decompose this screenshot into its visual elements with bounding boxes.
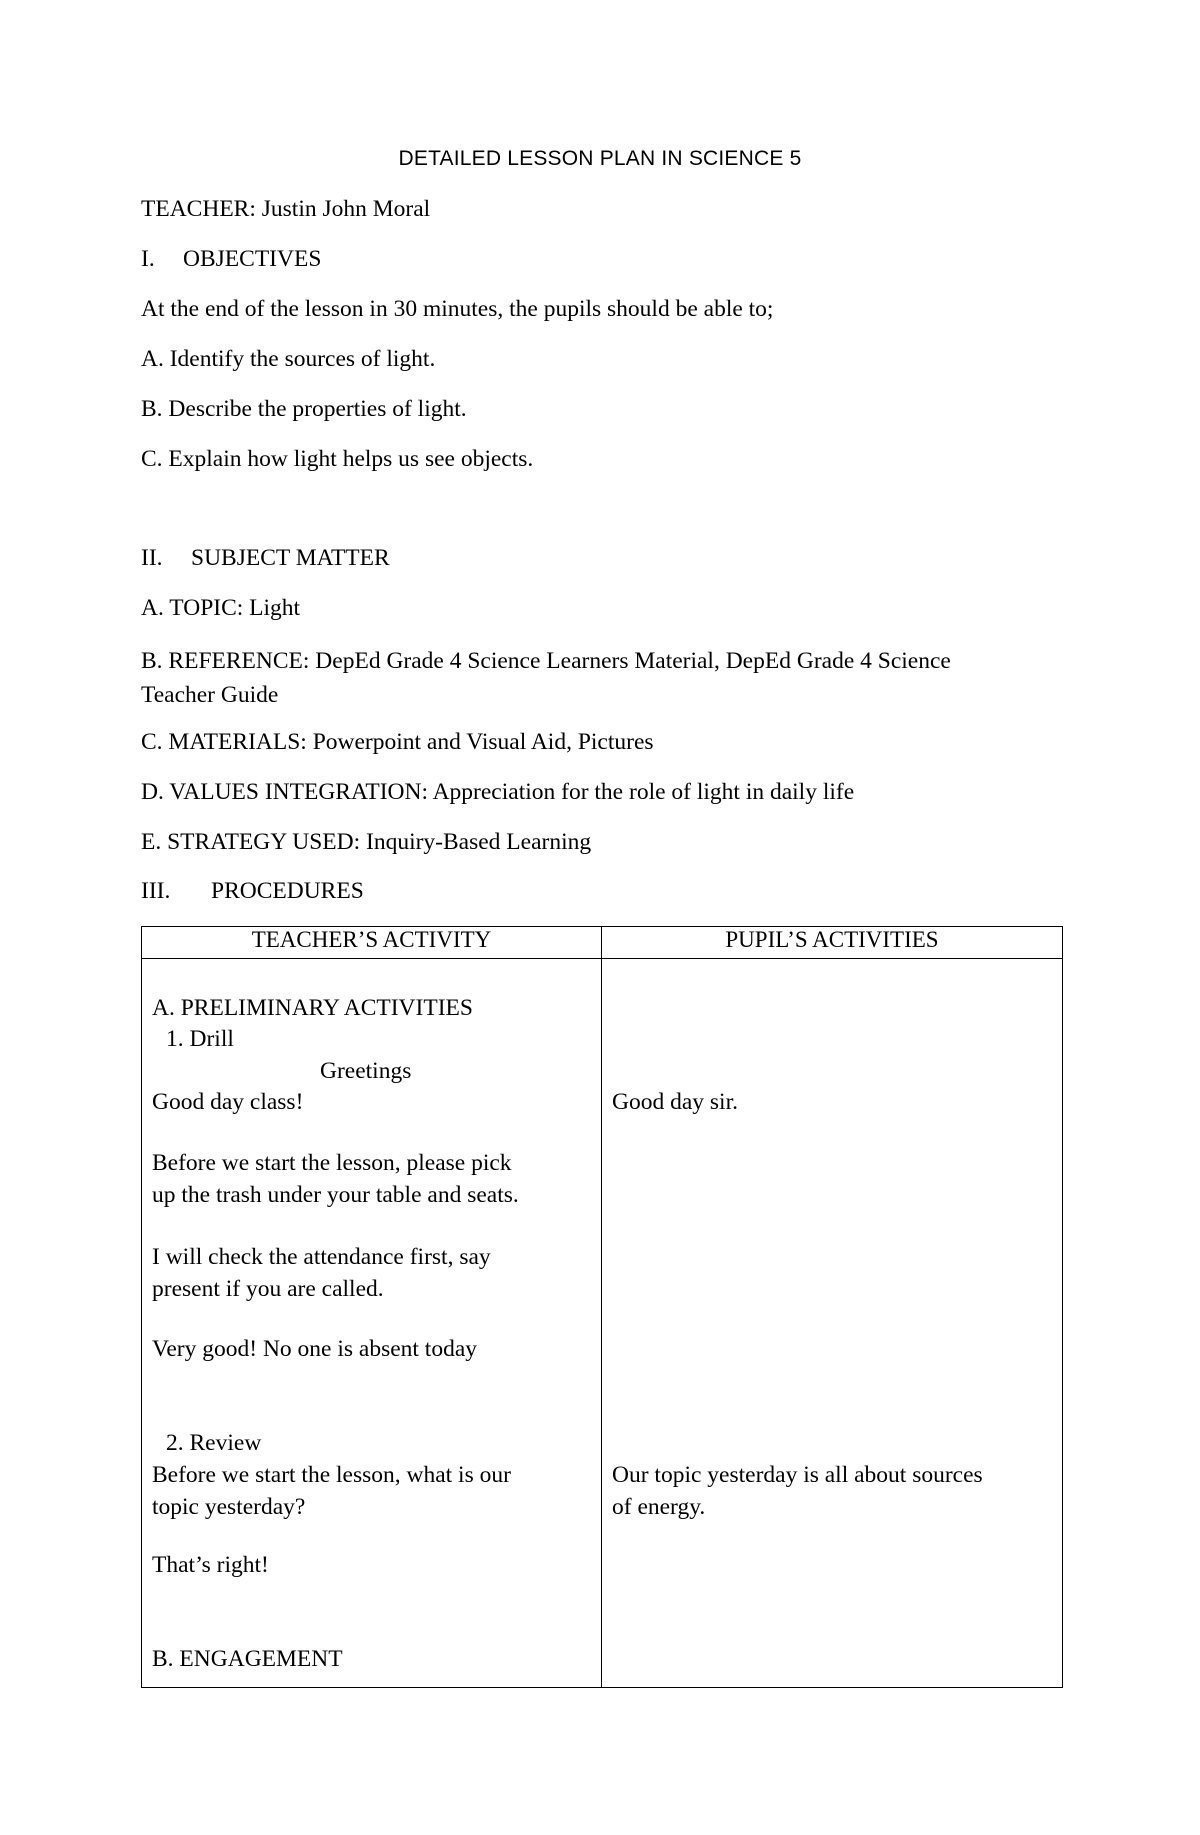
teacher-name: TEACHER: Justin John Moral: [141, 196, 431, 222]
procedures-title: PROCEDURES: [211, 878, 364, 904]
trash-instruction: [152, 1147, 519, 1211]
table-header-row: [142, 927, 1063, 959]
attendance-instruction: [152, 1241, 491, 1305]
review-label: 2. Review: [166, 1430, 262, 1456]
pupil-activities-header: PUPIL’S ACTIVITIES: [602, 927, 1063, 959]
attendance-line-2: present if you are called.: [152, 1276, 384, 1302]
subject-matter-number: II.: [141, 545, 163, 571]
pupil-answer-line-2: of energy.: [612, 1494, 706, 1520]
materials-line: C. MATERIALS: Powerpoint and Visual Aid, Pictures: [141, 729, 654, 755]
greetings-label: Greetings: [320, 1058, 412, 1084]
objective-item: A. Identify the sources of light.: [141, 346, 436, 372]
procedures-heading: [141, 878, 364, 905]
reference-line: B. REFERENCE: DepEd Grade 4 Science Learners Material, DepEd Grade 4 Science Teacher Guide: [141, 648, 951, 708]
teacher-greeting: Good day class!: [152, 1089, 304, 1115]
teacher-activity-cell: [142, 959, 602, 1688]
teacher-activity-header: TEACHER’S ACTIVITY: [142, 927, 602, 959]
table-row: [142, 959, 1063, 1688]
pupil-greeting: Good day sir.: [612, 1089, 738, 1115]
subject-matter-heading: [141, 545, 390, 572]
objective-item: C. Explain how light helps us see objects.: [141, 446, 534, 472]
attendance-line-1: I will check the attendance first, say: [152, 1244, 491, 1270]
objectives-number: I.: [141, 246, 155, 272]
review-question-line-1: Before we start the lesson, what is our: [152, 1462, 511, 1488]
objective-item: B. Describe the properties of light.: [141, 396, 467, 422]
review-question-line-2: topic yesterday?: [152, 1494, 306, 1520]
topic-line: A. TOPIC: Light: [141, 595, 301, 621]
engagement-label: B. ENGAGEMENT: [152, 1646, 343, 1672]
objectives-intro: At the end of the lesson in 30 minutes, the pupils should be able to;: [141, 296, 774, 322]
procedures-table: [141, 926, 1063, 1688]
procedures-number: III.: [141, 878, 171, 904]
strategy-line: E. STRATEGY USED: Inquiry-Based Learning: [141, 829, 592, 855]
no-absent-remark: Very good! No one is absent today: [152, 1336, 478, 1362]
trash-line-1: Before we start the lesson, please pick: [152, 1150, 512, 1176]
pupil-review-answer: [612, 1459, 983, 1523]
values-line: D. VALUES INTEGRATION: Appreciation for the role of light in daily life: [141, 779, 855, 805]
pupil-activity-cell: [602, 959, 1063, 1688]
preliminary-activities-label: A. PRELIMINARY ACTIVITIES: [152, 995, 473, 1021]
thats-right-remark: That’s right!: [152, 1552, 269, 1578]
document-title: DETAILED LESSON PLAN IN SCIENCE 5: [398, 147, 802, 170]
pupil-answer-line-1: Our topic yesterday is all about sources: [612, 1462, 983, 1488]
objectives-title: OBJECTIVES: [183, 246, 322, 272]
objectives-heading: [141, 246, 321, 273]
drill-label: 1. Drill: [166, 1026, 234, 1052]
review-question: [152, 1459, 511, 1523]
subject-matter-title: SUBJECT MATTER: [191, 545, 390, 571]
trash-line-2: up the trash under your table and seats.: [152, 1182, 519, 1208]
